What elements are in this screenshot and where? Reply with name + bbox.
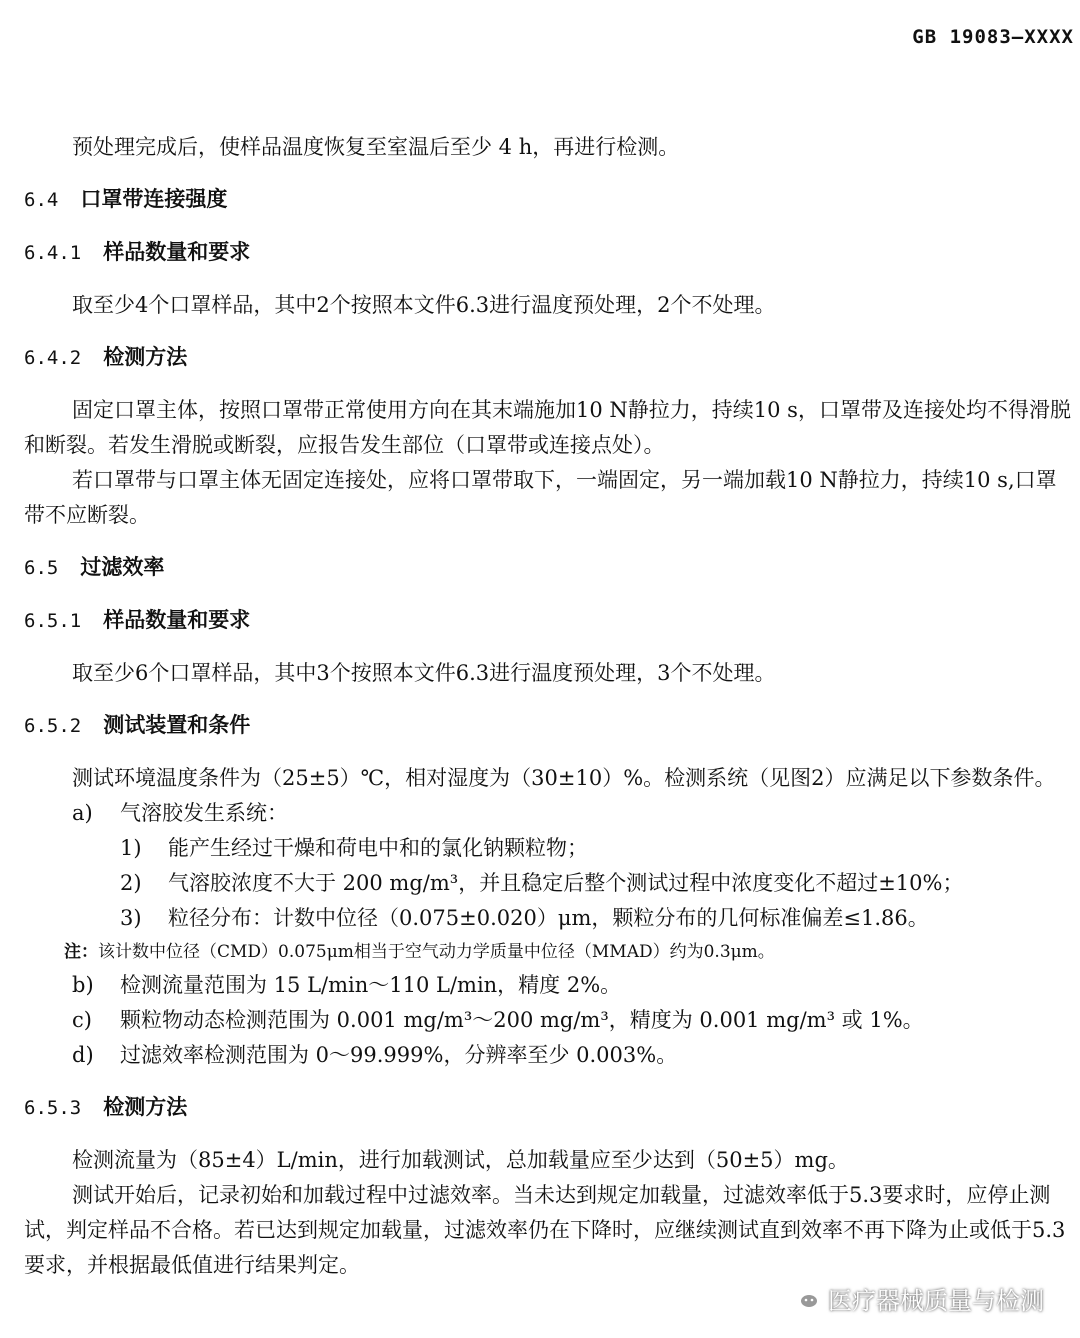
section-number: 6.4.1 [24,242,82,264]
list-label: d) [72,1043,94,1067]
list-text: 检测流量范围为 15 L/min～110 L/min，精度 2%。 [120,973,622,997]
list-label: b) [72,973,94,997]
paragraph-6-5-2: 测试环境温度条件为（25±5）℃，相对湿度为（30±10）%。检测系统（见图2）应满足以下参数条件。 [72,766,1056,790]
section-6-5-heading [24,550,1076,586]
note-text: 该计数中位径（CMD）0.075μm相当于空气动力学质量中位径（MMAD）约为0.3μm。 [98,942,775,962]
list-label: 3) [120,906,142,930]
section-6-4-1-heading [24,235,1076,271]
watermark [790,1281,1044,1316]
section-number: 6.5.2 [24,715,82,737]
list-item-d [24,1038,1076,1073]
section-6-5-1-heading [24,603,1076,639]
note-label: 注： [64,942,98,962]
standard-number: GB 19083—XXXX [912,26,1074,48]
wechat-icon [790,1286,820,1312]
section-title: 测试装置和条件 [103,713,251,737]
section-number: 6.4.2 [24,347,82,369]
list-item-b [24,968,1076,1003]
list-item-c [24,1003,1076,1038]
section-title: 过滤效率 [80,555,165,579]
watermark-text: 医疗器械质量与检测 [828,1287,1044,1315]
section-6-4-2-heading [24,340,1076,376]
section-title: 样品数量和要求 [103,608,251,632]
paragraph-6-4-2-b: 若口罩带与口罩主体无固定连接处，应将口罩带取下，一端固定，另一端加载10 N静拉力，持续10 s,口罩带不应断裂。 [24,468,1057,527]
list-item-a [24,796,1076,831]
section-number: 6.5.3 [24,1097,82,1119]
section-6-5-3-heading [24,1090,1076,1126]
section-6-4-heading [24,182,1076,218]
list-text: 能产生经过干燥和荷电中和的氯化钠颗粒物； [168,836,588,860]
list-text: 过滤效率检测范围为 0～99.999%，分辨率至少 0.003%。 [120,1043,678,1067]
list-label: 2) [120,871,142,895]
list-text: 气溶胶发生系统： [120,801,288,825]
paragraph-preconditioning: 预处理完成后，使样品温度恢复至室温后至少 4 h，再进行检测。 [72,135,680,159]
section-title: 样品数量和要求 [103,240,251,264]
note [24,936,1076,968]
list-item-a-2 [24,866,1076,901]
document-body [24,130,1076,1283]
list-text: 气溶胶浓度不大于 200 mg/m³，并且稳定后整个测试过程中浓度变化不超过±10%； [168,871,964,895]
section-6-5-2-heading [24,708,1076,744]
section-number: 6.5 [24,557,59,579]
paragraph-6-5-3-b: 测试开始后，记录初始和加载过程中过滤效率。当未达到规定加载量，过滤效率低于5.3要求时，应停止测试，判定样品不合格。若已达到规定加载量，过滤效率仍在下降时，应继续测试直到效率不再下降为止或低于5.3要求，并根据最低值进行结果判定。 [24,1183,1066,1277]
list-item-a-3 [24,901,1076,936]
list-text: 颗粒物动态检测范围为 0.001 mg/m³～200 mg/m³，精度为 0.001 mg/m³ 或 1%。 [120,1008,924,1032]
list-label: c) [72,1008,92,1032]
list-label: a) [72,801,93,825]
paragraph-6-5-3-a: 检测流量为（85±4）L/min，进行加载测试，总加载量应至少达到（50±5）mg。 [72,1148,849,1172]
list-text: 粒径分布：计数中位径（0.075±0.020）μm，颗粒分布的几何标准偏差≤1.86。 [168,906,929,930]
section-title: 口罩带连接强度 [80,187,228,211]
paragraph-6-4-2-a: 固定口罩主体，按照口罩带正常使用方向在其末端施加10 N静拉力，持续10 s，口罩带及连接处均不得滑脱和断裂。若发生滑脱或断裂，应报告发生部位（口罩带或连接点处）。 [24,398,1071,457]
section-number: 6.5.1 [24,610,82,632]
list-item-a-1 [24,831,1076,866]
paragraph-6-5-1: 取至少6个口罩样品，其中3个按照本文件6.3进行温度预处理，3个不处理。 [72,661,776,685]
paragraph-6-4-1: 取至少4个口罩样品，其中2个按照本文件6.3进行温度预处理，2个不处理。 [72,293,776,317]
section-number: 6.4 [24,189,59,211]
list-label: 1) [120,836,142,860]
section-title: 检测方法 [103,1095,188,1119]
section-title: 检测方法 [103,345,188,369]
